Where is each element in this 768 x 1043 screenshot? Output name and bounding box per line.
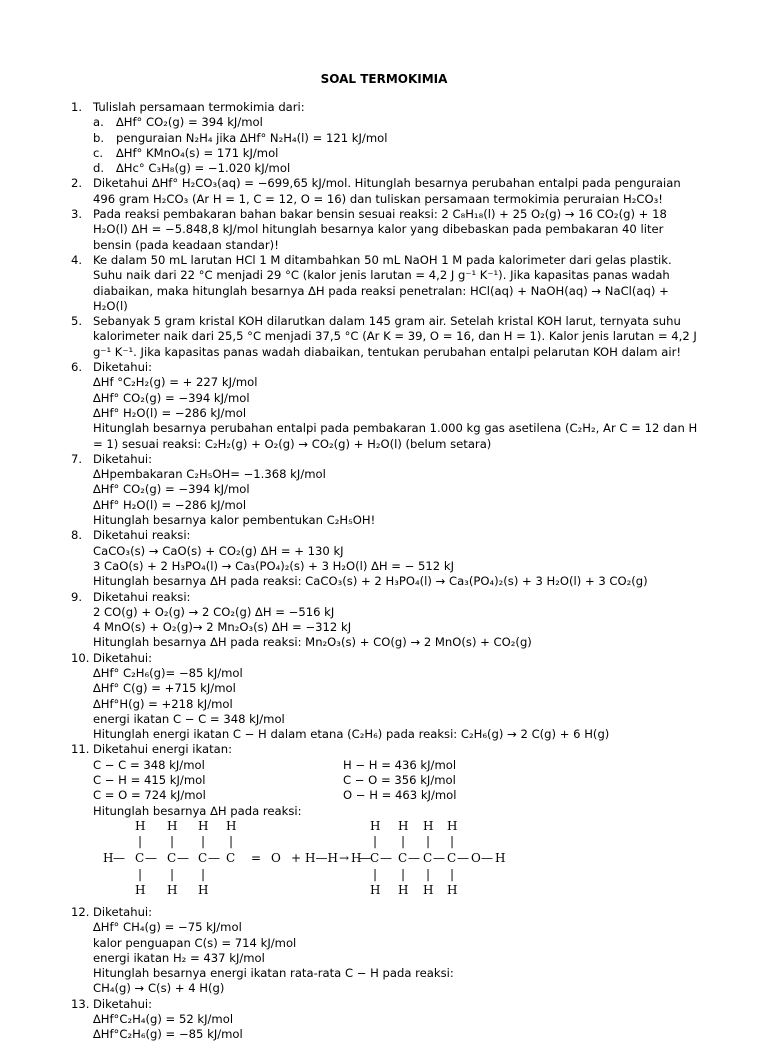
question-3	[0, 207, 768, 253]
question-line: Diketahui reaksi:	[93, 528, 191, 543]
question-number: 7.	[71, 451, 83, 466]
question-text: Tulislah persamaan termokimia dari:	[93, 100, 305, 114]
question-line: ∆Hf° CO₂(g) = −394 kJ/mol	[93, 390, 250, 405]
question-text: Diketahui ∆Hf° H₂CO₃(aq) = −699,65 kJ/mol. Hitunglah besarnya perubahan entalpi pada penguraian 496 gram H₂CO₃ (Ar H = 1, C = 12, O = 16) dan tuliskan persamaan termokimia peruraian H₂CO₃!	[93, 176, 681, 206]
question-line: Diketahui reaksi:	[93, 589, 191, 604]
question-line: ∆Hf° CH₄(g) = −75 kJ/mol	[93, 920, 242, 935]
question-line: Diketahui:	[93, 996, 153, 1011]
question-line: Hitunglah besarnya ∆H pada reaksi: Mn₂O₃(s) + CO(g) → 2 MnO(s) + CO₂(g)	[93, 635, 532, 650]
question-number: 12.	[71, 904, 90, 919]
question-line: 2 CO(g) + O₂(g) → 2 CO₂(g) ∆H = −516 kJ	[93, 604, 335, 619]
question-5	[0, 314, 768, 360]
question-line: ∆Hf° CO₂(g) = −394 kJ/mol	[93, 482, 250, 497]
question-text: Sebanyak 5 gram kristal KOH dilarutkan dalam 145 gram air. Setelah kristal KOH larut, ternyata suhu kalorimeter naik dari 25,5 °C menjadi 37,5 °C (Ar K = 39, O = 16, dan H = 1). Kalor jenis larutan = 4,2 J g⁻¹ K⁻¹. Jika kapasitas panas wadah diabaikan, tentukan perubahan entalpi pelarutan KOH dalam air!	[93, 314, 697, 359]
question-number: 6.	[71, 360, 83, 375]
question-line: 4 MnO(s) + O₂(g)→ 2 Mn₂O₃(s) ∆H = −312 kJ	[93, 620, 352, 635]
question-line: energi ikatan C − C = 348 kJ/mol	[93, 711, 285, 726]
question-line: energi ikatan H₂ = 437 kJ/mol	[93, 950, 265, 965]
question-line: ∆Hf° C(g) = +715 kJ/mol	[93, 681, 236, 696]
question-line: ∆Hf°C₂H₄(g) = 52 kJ/mol	[93, 1012, 234, 1027]
question-line: ∆Hpembakaran C₂H₅OH= −1.368 kJ/mol	[93, 467, 326, 482]
question-line: kalor penguapan C(s) = 714 kJ/mol	[93, 935, 297, 950]
sub-item-b: b. penguraian N₂H₄ jika ∆Hf° N₂H₄(l) = 121 kJ/mol	[93, 130, 388, 145]
question-line: ∆Hf°H(g) = +218 kJ/mol	[93, 696, 233, 711]
question-9	[0, 590, 768, 651]
bond-energy-row: C − C = 348 kJ/mol H − H = 436 kJ/mol	[93, 757, 457, 772]
question-text: Ke dalam 50 mL larutan HCl 1 M ditambahkan 50 mL NaOH 1 M pada kalorimeter dari gelas plastik. Suhu naik dari 22 °C menjadi 29 °C (kalor jenis larutan = 4,2 J g⁻¹ K⁻¹). Jika kapasitas panas wadah diabaikan, maka hitunglah besarnya ∆H pada reaksi penetralan: HCl(aq) + NaOH(aq) → NaCl(aq) + H₂O(l)	[93, 252, 672, 313]
bond-energy-row: C = O = 724 kJ/mol O − H = 463 kJ/mol	[93, 788, 457, 803]
question-number: 1.	[71, 100, 83, 114]
question-line: CaCO₃(s) → CaO(s) + CO₂(g) ∆H = + 130 kJ	[93, 543, 344, 558]
question-line: Hitunglah besarnya energi ikatan rata-rata C − H pada reaksi:	[93, 966, 454, 981]
question-line: ∆Hf° H₂O(l) = −286 kJ/mol	[93, 405, 247, 420]
question-7	[0, 452, 768, 528]
question-line: ∆Hf° C₂H₆(g)= −85 kJ/mol	[93, 665, 243, 680]
sub-item-a: a. ∆Hf° CO₂(g) = 394 kJ/mol	[93, 115, 263, 130]
question-text: Pada reaksi pembakaran bahan bakar bensin sesuai reaksi: 2 C₈H₁₈(l) + 25 O₂(g) → 16 CO₂(g) + 18 H₂O(l) ∆H = −5.848,8 kJ/mol hitunglah besarnya kalor yang dibebaskan pada pembakaran 40 liter bensin (pada keadaan standar)!	[93, 207, 667, 252]
question-12	[0, 905, 768, 997]
question-number: 2.	[71, 176, 83, 191]
question-line: ∆Hf°C₂H₆(g) = −85 kJ/mol	[93, 1027, 243, 1042]
question-number: 5.	[71, 314, 83, 329]
question-8	[0, 528, 768, 589]
question-line: Hitunglah besarnya ∆H pada reaksi: CaCO₃(s) + 2 H₃PO₄(l) → Ca₃(PO₄)₂(s) + 3 H₂O(l) + 3 CO₂(g)	[93, 574, 648, 589]
bond-energy-row: C − H = 415 kJ/mol C − O = 356 kJ/mol	[93, 773, 456, 788]
question-line: Diketahui:	[93, 360, 153, 375]
question-number: 4.	[71, 252, 83, 267]
question-line: 3 CaO(s) + 2 H₃PO₄(l) → Ca₃(PO₄)₂(s) + 3 H₂O(l) ∆H = − 512 kJ	[93, 558, 454, 573]
question-line: ∆Hf °C₂H₂(g) = + 227 kJ/mol	[93, 375, 258, 390]
question-number: 13.	[71, 996, 90, 1011]
question-line: Hitunglah energi ikatan C − H dalam etana (C₂H₆) pada reaksi: C₂H₆(g) → 2 C(g) + 6 H(g)	[93, 727, 610, 742]
question-line: Diketahui:	[93, 451, 153, 466]
question-10	[0, 651, 768, 743]
question-2	[0, 176, 768, 207]
question-number: 3.	[71, 207, 83, 222]
question-number: 11.	[71, 742, 90, 757]
page-title: SOAL TERMOKIMIA	[320, 72, 448, 86]
question-13	[0, 997, 768, 1043]
question-1	[0, 100, 768, 176]
sub-item-c: c. ∆Hf° KMnO₄(s) = 171 kJ/mol	[93, 145, 279, 160]
question-line: ∆Hf° H₂O(l) = −286 kJ/mol	[93, 497, 247, 512]
question-list	[0, 100, 768, 1043]
question-number: 9.	[71, 589, 83, 604]
question-line: Diketahui:	[93, 904, 153, 919]
question-line: Diketahui:	[93, 650, 153, 665]
question-line: Hitunglah besarnya ∆H pada reaksi:	[93, 803, 302, 818]
question-line: Hitunglah besarnya perubahan entalpi pada pembakaran 1.000 kg gas asetilena (C₂H₂, Ar C = 12 dan H = 1) sesuai reaksi: C₂H₂(g) + O₂(g) → CO₂(g) + H₂O(l) (belum setara)	[93, 421, 698, 451]
structural-formula-reaction: H H H H | | | | H — C — C — C — C = O + H—H → | | | H H H H H H H | | | | H — C — C — C — C — O — H | | | | H H H H	[103, 818, 506, 897]
question-4	[0, 253, 768, 314]
question-number: 8.	[71, 528, 83, 543]
question-6	[0, 360, 768, 452]
question-line: CH₄(g) → C(s) + 4 H(g)	[93, 981, 225, 996]
question-line: Diketahui energi ikatan:	[93, 742, 233, 757]
question-number: 10.	[71, 650, 90, 665]
question-11	[0, 742, 768, 904]
sub-item-d: d. ∆Hc° C₃H₈(g) = −1.020 kJ/mol	[93, 161, 291, 176]
question-line: Hitunglah besarnya kalor pembentukan C₂H₅OH!	[93, 513, 376, 528]
